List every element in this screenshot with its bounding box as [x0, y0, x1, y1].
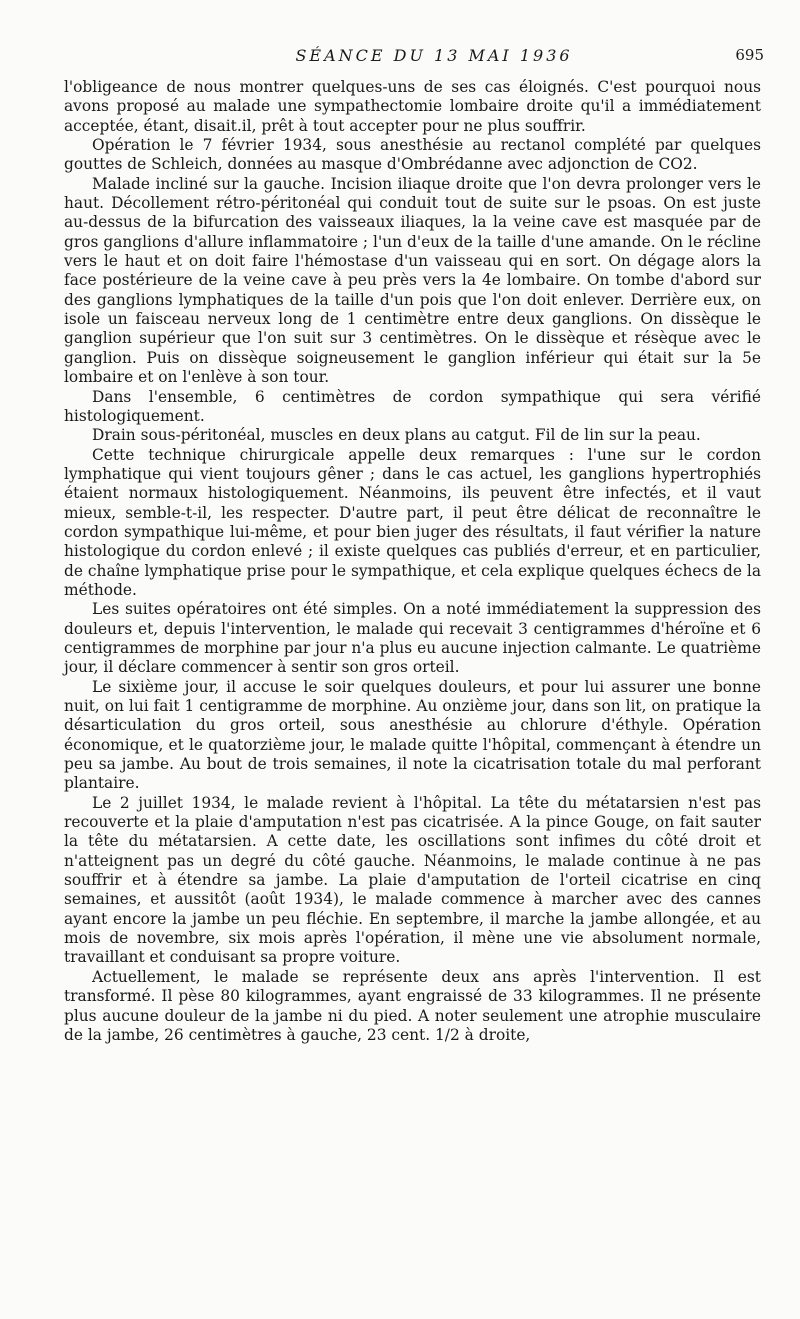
paragraph: Le sixième jour, il accuse le soir quelques douleurs, et pour lui assurer une bonne nuit, on lui fait 1 centigramme de morphine. Au onzième jour, dans son lit, on pratique la désarticulation du gros orteil, sous anesthésie au chlorure d'éthyle. Opération économique, et le quatorzième jour, le malade quitte l'hôpital, commençant à étendre un peu sa jambe. Au bout de trois semaines, il note la cicatrisation totale du mal perforant plantaire.	[64, 677, 761, 793]
running-title: SÉANCE DU 13 MAI 1936	[295, 46, 573, 65]
body-text	[64, 78, 761, 1045]
paragraph: l'obligeance de nous montrer quelques-uns de ses cas éloignés. C'est pourquoi nous avons proposé au malade une sympathectomie lombaire droite qu'il a immédiatement acceptée, étant, disait.il, prêt à tout accepter pour ne plus souffrir.	[64, 78, 761, 135]
paragraph: Actuellement, le malade se représente deux ans après l'intervention. Il est transformé. Il pèse 80 kilogrammes, ayant engraissé de 33 kilogrammes. Il ne présente plus aucune douleur de la jambe ni du pied. A noter seulement une atrophie musculaire de la jambe, 26 centimètres à gauche, 23 cent. 1/2 à droite,	[64, 967, 761, 1044]
paragraph: Drain sous-péritonéal, muscles en deux plans au catgut. Fil de lin sur la peau.	[92, 426, 701, 445]
paragraph: Dans l'ensemble, 6 centimètres de cordon sympathique qui sera vérifié histologiquement.	[64, 387, 761, 425]
paragraph: Malade incliné sur la gauche. Incision iliaque droite que l'on devra prolonger vers le haut. Décollement rétro-péritonéal qui conduit tout de suite sur le psoas. On est juste au-dessus de la bifurcation des vaisseaux iliaques, la la veine cave est masquée par de gros ganglions d'allure inflammatoire ; l'un d'eux de la taille d'une amande. On le récline vers le haut et on doit faire l'hémostase d'un vaisseau qui en sort. On dégage alors la face postérieure de la veine cave à peu près vers la 4e lombaire. On tombe d'abord sur des ganglions lymphatiques de la taille d'un pois que l'on doit enlever. Derrière eux, on isole un faisceau nerveux long de 1 centimètre entre deux ganglions. On dissèque le ganglion supérieur que l'on suit sur 3 centimètres. On le dissèque et résèque avec le ganglion. Puis on dissèque soigneusement le ganglion inférieur qui était sur la 5e lombaire et on l'enlève à son tour.	[64, 174, 761, 387]
paragraph: Les suites opératoires ont été simples. On a noté immédiatement la suppression des douleurs et, depuis l'intervention, le malade qui recevait 3 centigrammes d'héroïne et 6 centigrammes de morphine par jour n'a plus eu aucune injection calmante. Le quatrième jour, il déclare commencer à sentir son gros orteil.	[64, 600, 761, 677]
page-number: 695	[735, 46, 764, 64]
paragraph: Le 2 juillet 1934, le malade revient à l'hôpital. La tête du métatarsien n'est pas recouverte et la plaie d'amputation n'est pas cicatrisée. A la pince Gouge, on fait sauter la tête du métatarsien. A cette date, les oscillations sont infimes du côté droit et n'atteignent pas un degré du côté gauche. Néanmoins, le malade continue à ne pas souffrir et à étendre sa jambe. La plaie d'amputation de l'orteil cicatrise en cinq semaines, et aussitôt (août 1934), le malade commence à marcher avec des cannes ayant encore la jambe un peu fléchie. En septembre, il marche la jambe allongée, et au mois de novembre, six mois après l'opération, il mène une vie absolument normale, travaillant et conduisant sa propre voiture.	[64, 793, 761, 967]
running-head	[64, 46, 764, 68]
paragraph: Cette technique chirurgicale appelle deux remarques : l'une sur le cordon lymphatique qui vient toujours gêner ; dans le cas actuel, les ganglions hypertrophiés étaient normaux histologiquement. Néanmoins, ils peuvent être infectés, et il vaut mieux, semble-t-il, les respecter. D'autre part, il peut être délicat de reconnaître le cordon sympathique lui-même, et pour bien juger des résultats, il faut vérifier la nature histologique du cordon enlevé ; il existe quelques cas publiés d'erreur, et en particulier, de chaîne lymphatique prise pour le sympathique, et cela explique quelques échecs de la méthode.	[64, 445, 761, 599]
paragraph: Opération le 7 février 1934, sous anesthésie au rectanol complété par quelques gouttes de Schleich, données au masque d'Ombrédanne avec adjonction de CO2.	[64, 136, 761, 174]
